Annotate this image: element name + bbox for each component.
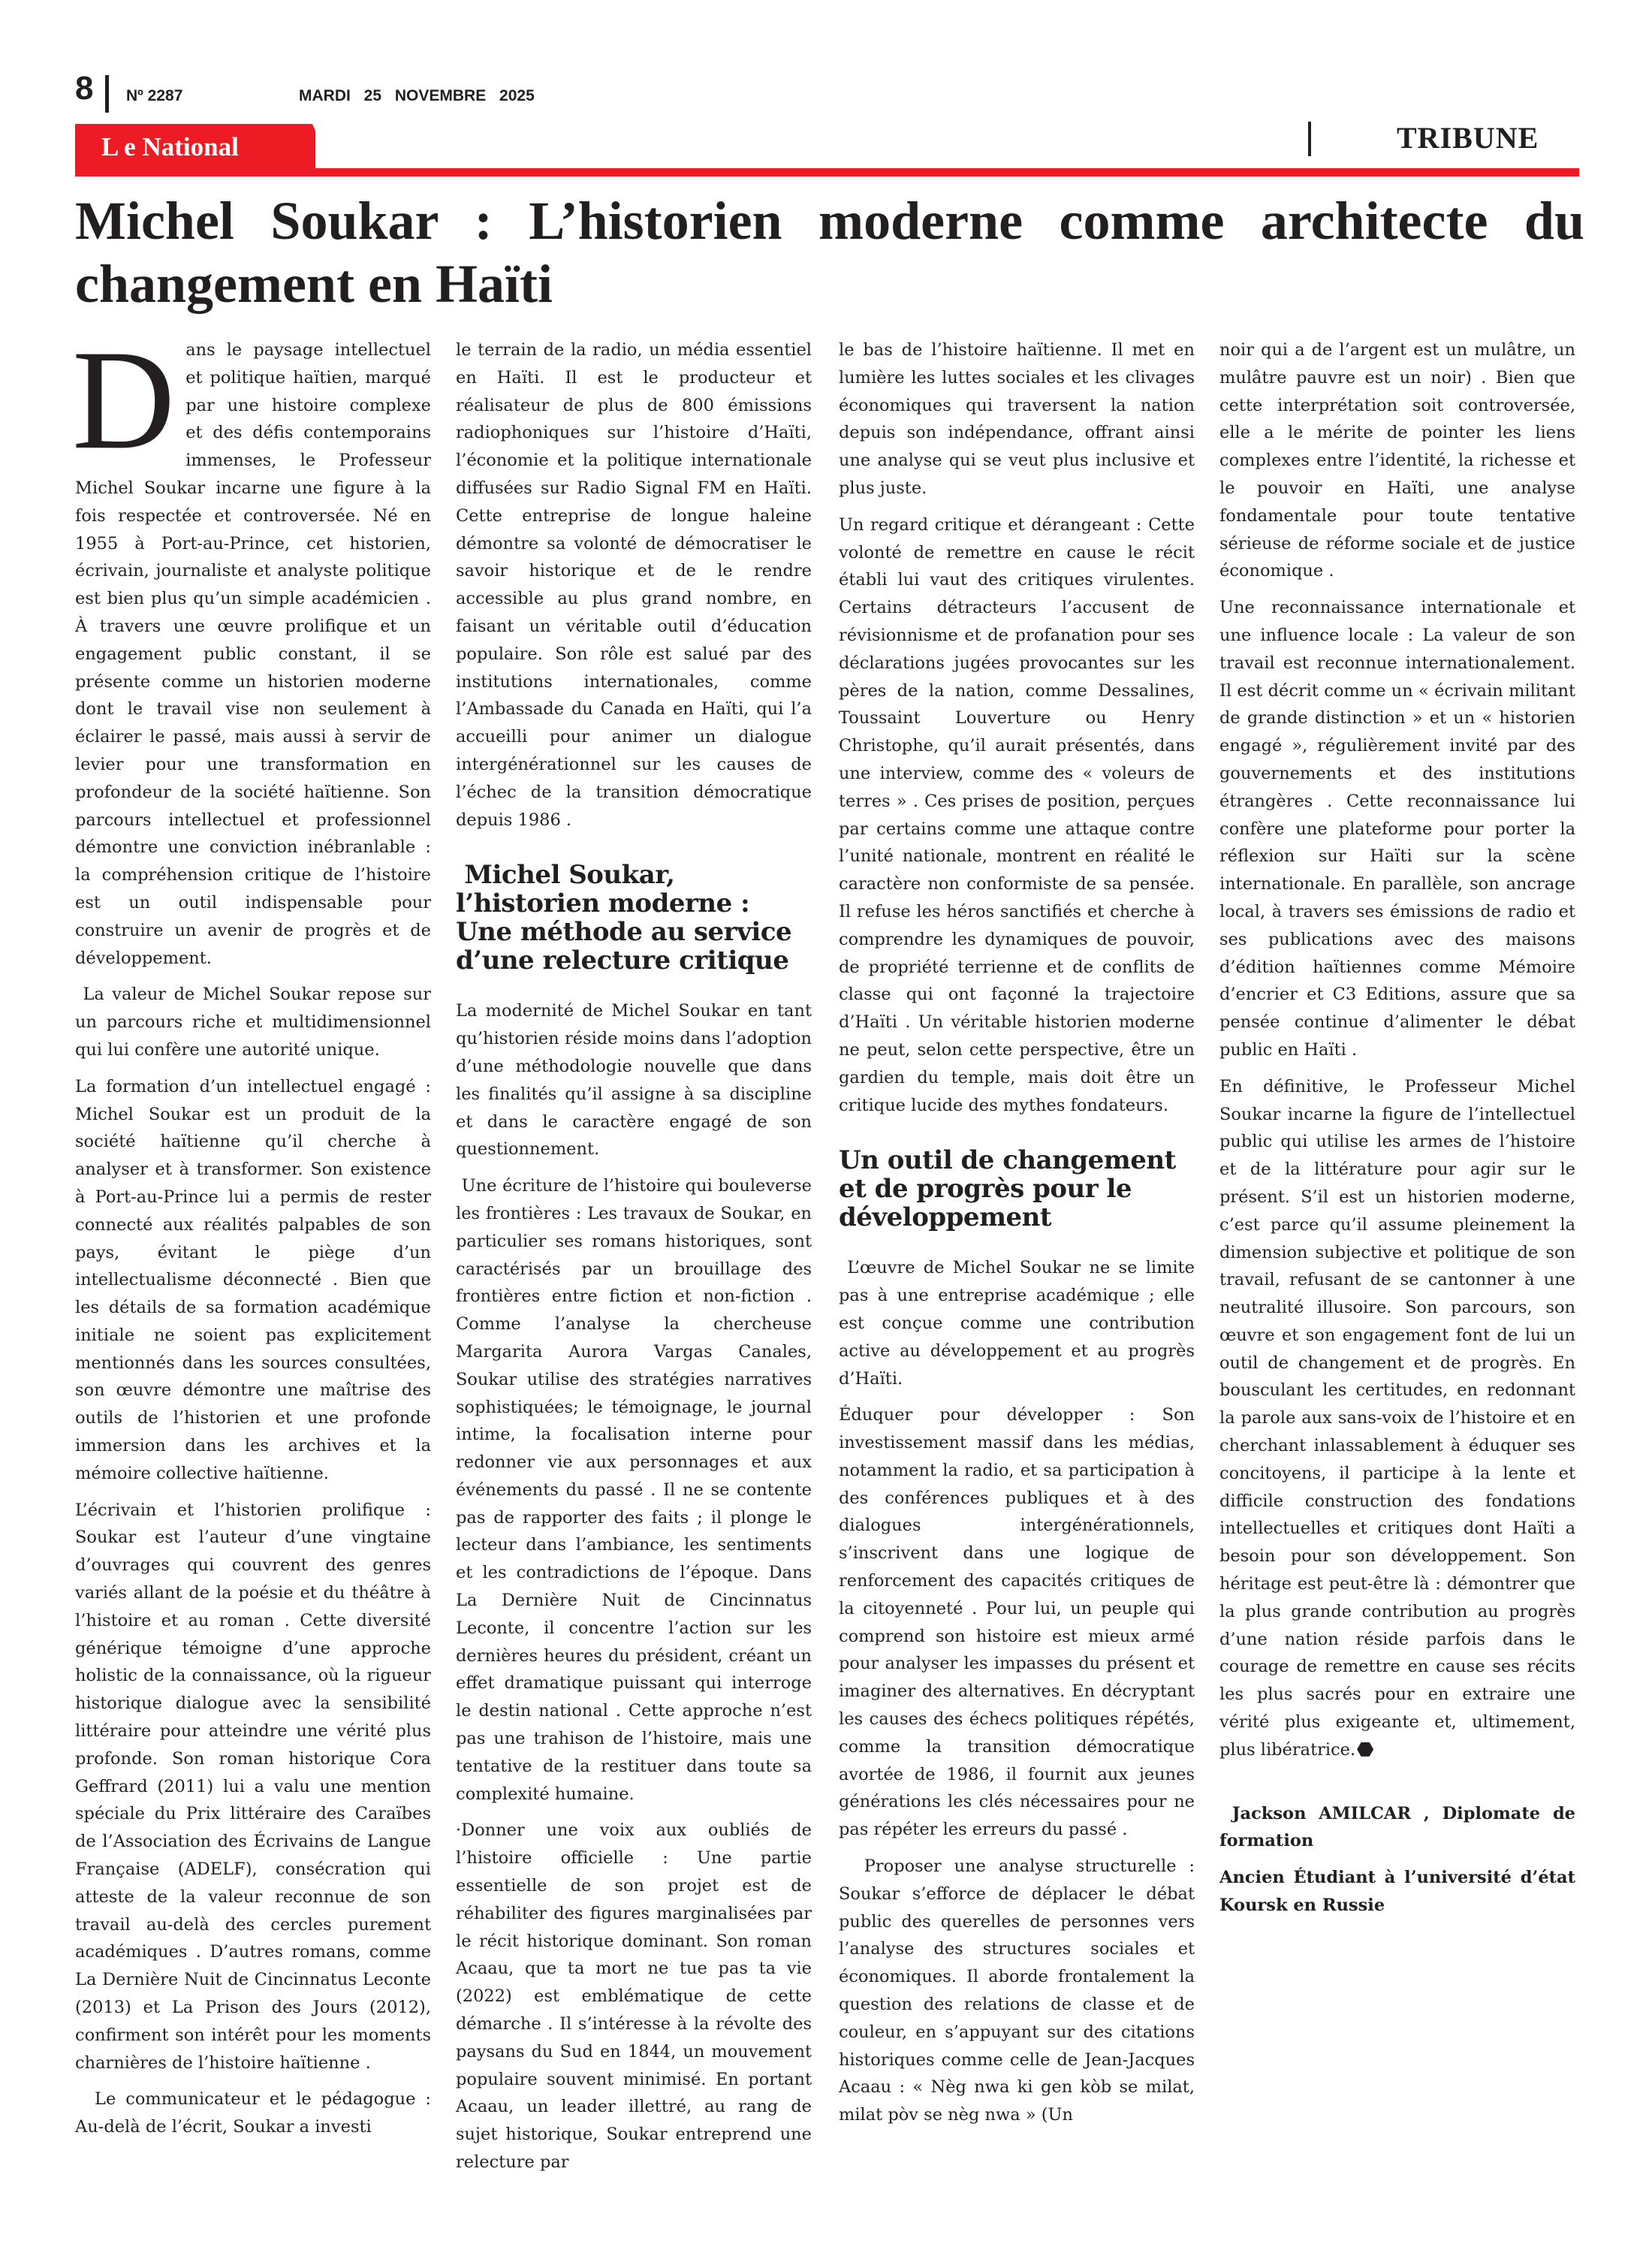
header-divider bbox=[105, 75, 109, 113]
issue-date: MARDI 25 NOVEMBRE 2025 bbox=[299, 87, 535, 104]
header-rule bbox=[75, 168, 1579, 176]
article-column-2 bbox=[456, 336, 818, 2185]
issue-number: Nº 2287 bbox=[126, 87, 183, 104]
section-divider bbox=[1308, 122, 1311, 156]
paragraph bbox=[1219, 1073, 1575, 1764]
paragraph: Proposer une analyse structurelle : Soukar s’efforce de déplacer le débat public des querelles de personnes vers l’analyse des structures sociales et économiques. Il aborde frontalement la question des relations de classe et de couleur, en s’appuyant sur des citations historiques comme celle de Jean-Jacques Acaau : « Nèg nwa ki gen kòb se milat, milat pòv se nèg nwa » (Un bbox=[839, 1856, 1201, 2125]
author-name: Jackson AMILCAR , Diplomate de formation bbox=[1219, 1803, 1581, 1851]
paragraph: le terrain de la radio, un média essentiel en Haïti. Il est le producteur et réalisateur de plus de 800 émissions radiophoniques sur l’histoire d’Haïti, l’économie et la politique internationale diffusées sur Radio Signal FM en Haïti. Cette entreprise de longue haleine démontre sa volonté de démocratiser le savoir historique et de le rendre accessible au plus grand nombre, en faisant un véritable outil d’éducation populaire. Son rôle est salué par des institutions internationales, comme l’Ambassade du Canada en Haïti, qui l’a accueilli pour animer un dialogue intergénérationnel sur les causes de l’échec de la transition démocratique depuis 1986 . bbox=[456, 340, 812, 830]
paragraph: ·Donner une voix aux oubliés de l’histoire officielle : Une partie essentielle de son projet est de réhabiliter des figures marginalisées par le récit historique dominant. Son roman Acaau, que ta mort ne tue pas ta vie (2022) est emblématique de cette démarche . Il s’intéresse à la révolte des paysans du Sud en 1844, un mouvement populaire souvent minimisé. En portant Acaau, un leader illettré, au rang de sujet historique, Soukar entreprend une relecture par bbox=[456, 1820, 812, 2173]
article-column-3 bbox=[839, 336, 1201, 2138]
author-credential: Ancien Étudiant à l’université d’état Koursk en Russie bbox=[1219, 1868, 1575, 1916]
paragraph: Un regard critique et dérangeant : Cette volonté de remettre en cause le récit établi lui vaut des critiques virulentes. Certains détracteurs l’accusent de révisionnisme et de profanation pour ses déclarations jugées provocantes sur les pères de la nation, comme Dessalines, Toussaint Louverture ou Henry Christophe, qu’il aurait présentés, dans une interview, comme des « voleurs de terres » . Ces prises de position, perçues par certains comme une attaque contre l’unité nationale, montrent en réalité le caractère non conformiste de sa pensée. Il refuse les héros sanctifiés et cherche à comprendre les dynamiques de pouvoir, de propriété terrienne et de conflits de classe qui ont façonné la trajectoire d’Haïti . Un véritable historien moderne ne peut, selon cette perspective, être un gardien du temple, mais doit être un critique lucide des mythes fondateurs. bbox=[839, 514, 1195, 1115]
paragraph bbox=[72, 321, 431, 972]
paragraph: La formation d’un intellectuel engagé : Michel Soukar est un produit de la société haïtienne qu’il cherche à analyser et à transformer. Son existence à Port-au-Prince lui a permis de rester connecté aux réalités palpables de son pays, évitant le piège d’un intellectualisme déconnecté . Bien que les détails de sa formation académique initiale ne soient pas explicitement mentionnés dans les sources consultées, son œuvre démontre une maîtrise des outils de l’historien et une profonde immersion dans les archives et la mémoire collective haïtienne. bbox=[75, 1076, 431, 1483]
paragraph: Une reconnaissance internationale et une influence locale : La valeur de son travail est reconnue internationalement. Il est décrit comme un « écrivain militant de grande distinction » et un « historien engagé », régulièrement invité par des gouvernements et des institutions étrangères . Cette reconnaissance lui confère une plateforme pour porter la réflexion sur Haïti sur la scène internationale. En parallèle, son ancrage local, à travers ses émissions de radio et ses publications avec des maisons d’édition haïtiennes comme Mémoire d’encrier et C3 Editions, assure que sa pensée continue d’alimenter le débat public en Haïti . bbox=[1219, 598, 1575, 1060]
paragraph: le bas de l’histoire haïtienne. Il met en lumière les luttes sociales et les clivages économiques qui traversent la nation depuis son indépendance, offrant ainsi une analyse qui se veut plus inclusive et plus juste. bbox=[839, 340, 1195, 498]
paragraph-text: En définitive, le Professeur Michel Soukar incarne la figure de l’intellectuel public qui utilise les armes de l’histoire et de la littérature pour agir sur le présent. S’il est un historien moderne, c’est parce qu’il assume pleinement la dimension subjective et politique de son travail, refusant de se cantonner à une neutralité illusoire. Son parcours, son œuvre et son engagement font de lui un outil de changement et de progrès. En bousculant les certitudes, en redonnant la parole aux sans-voix de l’histoire et en cherchant inlassablement à éduquer ses concitoyens, il participe à la lente et difficile construction des fondations intellectuelles et critiques dont Haïti a besoin pour son développement. Son héritage est peut-être là : démontrer que la plus grande contribution au progrès d’une nation réside parfois dans le courage de remettre en cause ses récits les plus sacrés pour en extraire une vérité plus exigeante et, ultimement, plus libératrice. bbox=[1219, 1076, 1575, 1760]
paragraph: Le communicateur et le pédagogue : Au-delà de l’écrit, Soukar a investi bbox=[75, 2089, 437, 2137]
paragraph: Éduquer pour développer : Son investissement massif dans les médias, notamment la radio, et sa participation à des conférences publiques et à des dialogues intergénérationnels, s’inscrivent dans une logique de renforcement des capacités critiques de la citoyenneté . Pour lui, un peuple qui comprend son histoire est mieux armé pour analyser les impasses du présent et imaginer des alternatives. En décryptant les causes des échecs politiques répétés, comme la transition démocratique avortée de 1986, il fournit aux jeunes générations les clés nécessaires pour ne pas répéter les erreurs du passé . bbox=[839, 1405, 1195, 1840]
paragraph: noir qui a de l’argent est un mulâtre, un mulâtre pauvre est un noir) . Bien que cette interprétation soit controversée, elle a le mérite de pointer les liens complexes entre l’identité, la richesse et le pouvoir en Haïti, une analyse fondamentale pour toute tentative sérieuse de réforme sociale et de justice économique . bbox=[1219, 340, 1575, 581]
subheading: Michel Soukar, l’historien moderne : Une méthode au service d’une relecture critique bbox=[456, 860, 800, 976]
paragraph: L’écrivain et l’historien prolifique : Soukar est l’auteur d’une vingtaine d’ouvrages qui couvrent des genres variés allant de la poésie et du théâtre à l’histoire et au roman . Cette diversité générique témoigne d’une approche holistic de la connaissance, où la rigueur historique dialogue avec la sensibilité littéraire pour atteindre une vérité plus profonde. Son roman historique Cora Geffrard (2011) lui a valu une mention spéciale du Prix littéraire des Caraïbes de l’Association des Écrivains de Langue Française (ADELF), consécration qui atteste de la valeur reconnue de son travail au-delà des cercles purement académiques . D’autres romans, comme La Dernière Nuit de Cincinnatus Leconte (2013) et La Prison des Jours (2012), confirment son intérêt pour les moments charnières de l’histoire haïtienne . bbox=[75, 1500, 431, 2073]
article-column-1 bbox=[72, 321, 437, 2150]
article-title: Michel Soukar : L’historien moderne comme architecte du changement en Haïti bbox=[75, 191, 1584, 314]
article-column-4 bbox=[1219, 336, 1581, 1929]
paragraph: L’œuvre de Michel Soukar ne se limite pas à une entreprise académique ; elle est conçue comme une contribution active au développement et au progrès d’Haïti. bbox=[839, 1258, 1201, 1389]
end-of-article-icon bbox=[1357, 1742, 1373, 1757]
paragraph: Une écriture de l’histoire qui bouleverse les frontières : Les travaux de Soukar, en particulier ses romans historiques, sont caractérisés par un brouillage des frontières entre fiction et non-fiction . Comme l’analyse la chercheuse Margarita Aurora Vargas Canales, Soukar utilise des stratégies narratives sophistiquées; le témoignage, le journal intime, la focalisation interne pour redonner vie aux personnages et aux événements du passé . Il ne se contente pas de rapporter des faits ; il plonge le lecteur dans l’ambiance, les sentiments et les contradictions de l’époque. Dans La Dernière Nuit de Cincinnatus Leconte, il concentre l’action sur les dernières heures du président, créant un effet dramatique puissant qui interroge le destin national . Cette approche n’est pas une trahison de l’histoire, mais une tentative de la restituer dans toute sa complexité humaine. bbox=[456, 1176, 818, 1804]
paragraph: La modernité de Michel Soukar en tant qu’historien réside moins dans l’adoption d’une méthodologie nouvelle que dans les finalités qu’il assigne à sa discipline et dans le caractère engagé de son questionnement. bbox=[456, 1001, 812, 1160]
author-byline bbox=[1219, 1800, 1581, 1920]
section-name: TRIBUNE bbox=[1397, 121, 1539, 155]
brand-logo: L e National bbox=[101, 132, 239, 161]
paragraph: La valeur de Michel Soukar repose sur un parcours riche et multidimensionnel qui lui confère une autorité unique. bbox=[75, 985, 437, 1060]
paragraph-text: ans le paysage intellectuel et politique haïtien, marqué par une histoire complexe et des défis contemporains immenses, le Professeur Michel Soukar incarne une figure à la fois respectée et controversée. Né en 1955 à Port-au-Prince, cet historien, écrivain, journaliste et analyste politique est bien plus qu’un simple académicien . À travers une œuvre prolifique et un engagement public constant, il se présente comme un historien moderne dont le travail vise non seulement à éclairer le passé, mais aussi à servir de levier pour une transformation en profondeur de la société haïtienne. Son parcours intellectuel et professionnel démontre une conviction inébranlable : la compréhension critique de l’histoire est un outil indispensable pour construire un avenir de progrès et de développement. bbox=[75, 340, 431, 968]
page-number: 8 bbox=[75, 70, 94, 107]
subheading: Un outil de changement et de progrès pour le développement bbox=[839, 1145, 1176, 1233]
drop-cap: D bbox=[72, 321, 176, 479]
